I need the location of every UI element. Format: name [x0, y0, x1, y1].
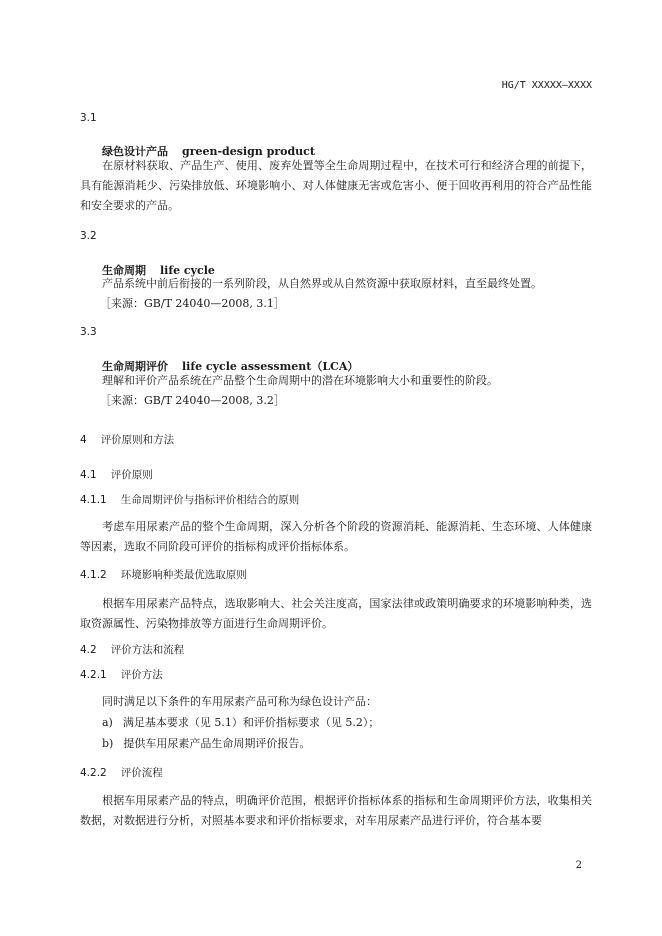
chapter-heading: 4 评价原则和方法	[80, 434, 175, 446]
section-number: 3.1	[80, 112, 97, 124]
definition-text: 产品系统中前后衔接的一系列阶段，从自然界或从自然资源中获取原材料，直至最终处置。	[102, 277, 542, 290]
term-english: green-design product	[182, 145, 315, 158]
section-number: 3.3	[80, 326, 97, 338]
page-number: 2	[575, 860, 582, 871]
term-english: life cycle assessment（LCA）	[182, 360, 359, 373]
term-chinese: 绿色设计产品	[102, 145, 168, 158]
body-paragraph: 考虑车用尿素产品的整个生命周期，深入分析各个阶段的资源消耗、能源消耗、生态环境、人体健康等因素，选取不同阶段可评价的指标构成评价指标体系。	[80, 520, 592, 553]
subsection-heading: 4.1.1 生命周期评价与指标评价相结合的原则	[80, 494, 300, 506]
term-chinese: 生命周期	[102, 264, 146, 277]
section-heading: 4.1 评价原则	[80, 469, 153, 481]
definition-paragraph: 在原材料获取、产品生产、使用、废弃处置等全生命周期过程中，在技术可行和经济合理的前提下，具有能源消耗少、污染排放低、环境影响小、对人体健康无害或危害小、便于回收再利用的符合产品性能和安全要求的产品。	[80, 159, 592, 212]
subsection-heading: 4.2.1 评价方法	[80, 669, 163, 681]
section-number: 3.2	[80, 230, 97, 242]
subsection-heading: 4.2.2 评价流程	[80, 767, 163, 779]
source-reference: ［来源：GB/T 24040—2008, 3.2］	[100, 394, 285, 407]
term-english: life cycle	[160, 264, 215, 277]
document-id: HG/T XXXXX—XXXX	[501, 80, 592, 91]
body-paragraph: 同时满足以下条件的车用尿素产品可称为绿色设计产品：	[102, 695, 377, 708]
section-heading: 4.2 评价方法和流程	[80, 644, 185, 656]
body-paragraph: 根据车用尿素产品特点，选取影响大、社会关注度高，国家法律或政策明确要求的环境影响种类，选取资源属性、污染物排放等方面进行生命周期评价。	[80, 597, 592, 630]
source-reference: ［来源：GB/T 24040—2008, 3.1］	[100, 297, 285, 310]
list-item: b) 提供车用尿素产品生命周期评价报告。	[102, 737, 311, 750]
list-item: a) 满足基本要求（见 5.1）和评价指标要求（见 5.2）；	[102, 716, 380, 729]
definition-text: 理解和评价产品系统在产品整个生命周期中的潜在环境影响大小和重要性的阶段。	[102, 374, 498, 387]
term-chinese: 生命周期评价	[102, 360, 168, 373]
subsection-heading: 4.1.2 环境影响种类最优选取原则	[80, 569, 247, 581]
body-paragraph: 根据车用尿素产品的特点，明确评价范围，根据评价指标体系的指标和生命周期评价方法，收集相关数据，对数据进行分析，对照基本要求和评价指标要求，对车用尿素产品进行评价，符合基本要	[80, 794, 592, 827]
